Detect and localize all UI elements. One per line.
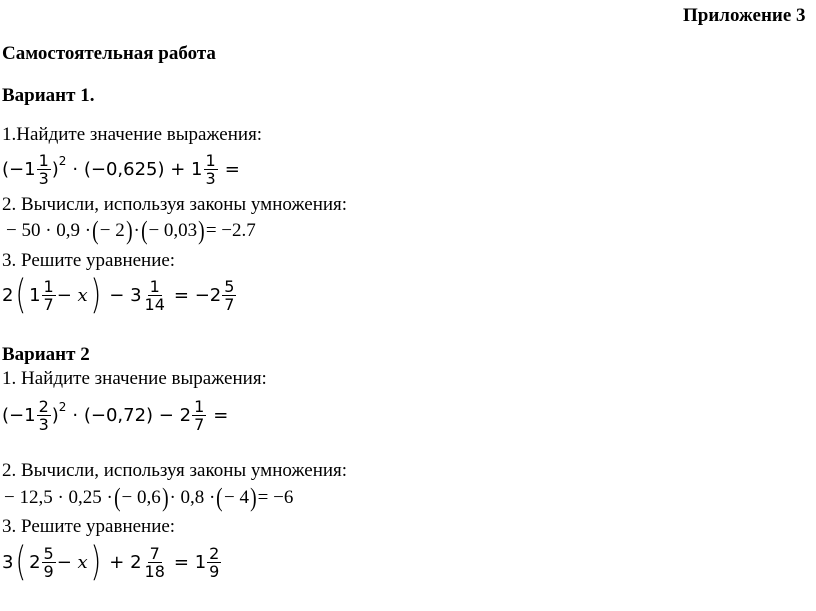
v2-t3-minus-x: − x: [56, 551, 88, 573]
v1-t1-close: ): [51, 158, 59, 180]
page-title: Самостоятельная работа: [2, 43, 216, 64]
appendix-label: Приложение 3: [683, 5, 806, 26]
v1-t3-minus-x: − x: [56, 284, 88, 306]
v2-t3-frac-a-num: 5: [43, 543, 54, 563]
v1-t2-part1: − 50 · 0,9 ·: [6, 220, 92, 241]
v1-t3-fraction-a: [42, 278, 56, 313]
v2-t1-open: (−1: [2, 404, 36, 426]
v1-t3-equals: = −2: [173, 284, 222, 306]
v1-task3-text: 3. Решите уравнение:: [2, 250, 176, 271]
v1-task2-expression: − 50 · 0,9 · ( − 2 ) · ( − 0,03 ) = −2.7: [6, 216, 256, 245]
v1-t1-middle: · (−0,625) + 1: [72, 158, 203, 180]
v2-task1-expression: [2, 392, 228, 438]
v1-t2-part3: ·: [133, 220, 140, 241]
v1-t3-frac-b-den: 14: [144, 294, 165, 314]
v2-t3-frac-a-den: 9: [43, 561, 54, 581]
v1-t2-part4: − 0,03: [148, 220, 198, 241]
v1-t1-frac-a-num: 1: [38, 150, 49, 170]
v2-t2-part3: · 0,8 ·: [169, 487, 216, 508]
v2-t2-part2: − 0,6: [121, 487, 161, 508]
v2-t3-frac-c-num: 2: [209, 543, 220, 563]
v2-task2-text: 2. Вычисли, используя законы умножения:: [2, 460, 348, 481]
v1-t3-frac-c-den: 7: [224, 294, 235, 314]
v2-t3-lead: 3: [2, 551, 14, 573]
v2-t1-frac-b-num: 1: [194, 396, 205, 416]
v2-t1-frac-a-den: 3: [38, 414, 49, 434]
v2-t1-equals: =: [213, 404, 229, 426]
v1-task1-expression: [2, 147, 240, 191]
v1-t3-fraction-c: [222, 278, 236, 313]
v2-t3-frac-b-den: 18: [144, 561, 165, 581]
variant2-heading: Вариант 2: [2, 344, 90, 365]
v2-task3-expression: 3 ( 2 $\frac{5}{9}$ − x ) + 2 $\frac{7}{18}$ = 1 $\frac{2}{9}$: [2, 539, 220, 585]
v2-t2-part1: − 12,5 · 0,25 ·: [4, 487, 113, 508]
v2-t2-part5: = −6: [257, 487, 294, 508]
v1-t1-frac-a-den: 3: [38, 168, 49, 188]
v1-t3-frac-b-num: 1: [149, 276, 160, 296]
v1-task2-text: 2. Вычисли, используя законы умножения:: [2, 194, 348, 215]
v2-t2-part4: − 4: [224, 487, 249, 508]
v1-task1-text: 1.Найдите значение выражения:: [2, 124, 263, 145]
v2-t3-whole: 2: [29, 551, 41, 573]
v2-t1-frac-a-num: 2: [38, 396, 49, 416]
v2-t3-equals: = 1: [173, 551, 207, 573]
v1-t3-fraction-b: [143, 278, 167, 313]
v1-t3-frac-a-den: 7: [43, 294, 54, 314]
v1-t3-whole: 1: [29, 284, 41, 306]
v2-t3-fraction-a: [42, 545, 56, 580]
v2-t3-frac-c-den: 9: [209, 561, 220, 581]
v2-t3-frac-b-num: 7: [149, 543, 160, 563]
v2-t1-frac-b-den: 7: [194, 414, 205, 434]
v1-t3-mid: − 3: [109, 284, 142, 306]
v1-t1-power: 2: [58, 154, 67, 168]
v1-t1-fraction-a: [37, 152, 51, 187]
v1-t3-frac-a-num: 1: [43, 276, 54, 296]
v1-t3-frac-c-num: 5: [224, 276, 235, 296]
v2-task3-text: 3. Решите уравнение:: [2, 516, 176, 537]
v1-t2-part2: − 2: [99, 220, 125, 241]
v1-t3-lead: 2: [2, 284, 14, 306]
v2-task2-expression: − 12,5 · 0,25 · ( − 0,6 ) · 0,8 · ( − 4 ) = −6: [4, 483, 294, 512]
v2-task1-text: 1. Найдите значение выражения:: [2, 368, 267, 389]
v2-t1-fraction-b: [192, 398, 206, 433]
v1-t2-part5: = −2.7: [205, 220, 256, 241]
v1-t1-fraction-b: [204, 152, 218, 187]
v1-t1-frac-b-num: 1: [205, 150, 216, 170]
v1-t1-frac-b-den: 3: [205, 168, 216, 188]
v1-task3-expression: 2 ( 1 $\frac{1}{7}$ − x ) − 3 $\frac{1}{14}$ = −2 $\frac{5}{7}$: [2, 272, 235, 318]
v1-t1-open: (−1: [2, 158, 36, 180]
v2-t1-power: 2: [58, 400, 67, 414]
v2-t1-fraction-a: [37, 398, 51, 433]
v2-t1-close: ): [51, 404, 59, 426]
v2-t1-middle: · (−0,72) − 2: [72, 404, 192, 426]
v2-t3-fraction-c: [207, 545, 221, 580]
v2-t3-fraction-b: [143, 545, 167, 580]
v2-t3-mid: + 2: [109, 551, 142, 573]
variant1-heading: Вариант 1.: [2, 85, 95, 106]
v1-t1-equals: =: [224, 158, 240, 180]
